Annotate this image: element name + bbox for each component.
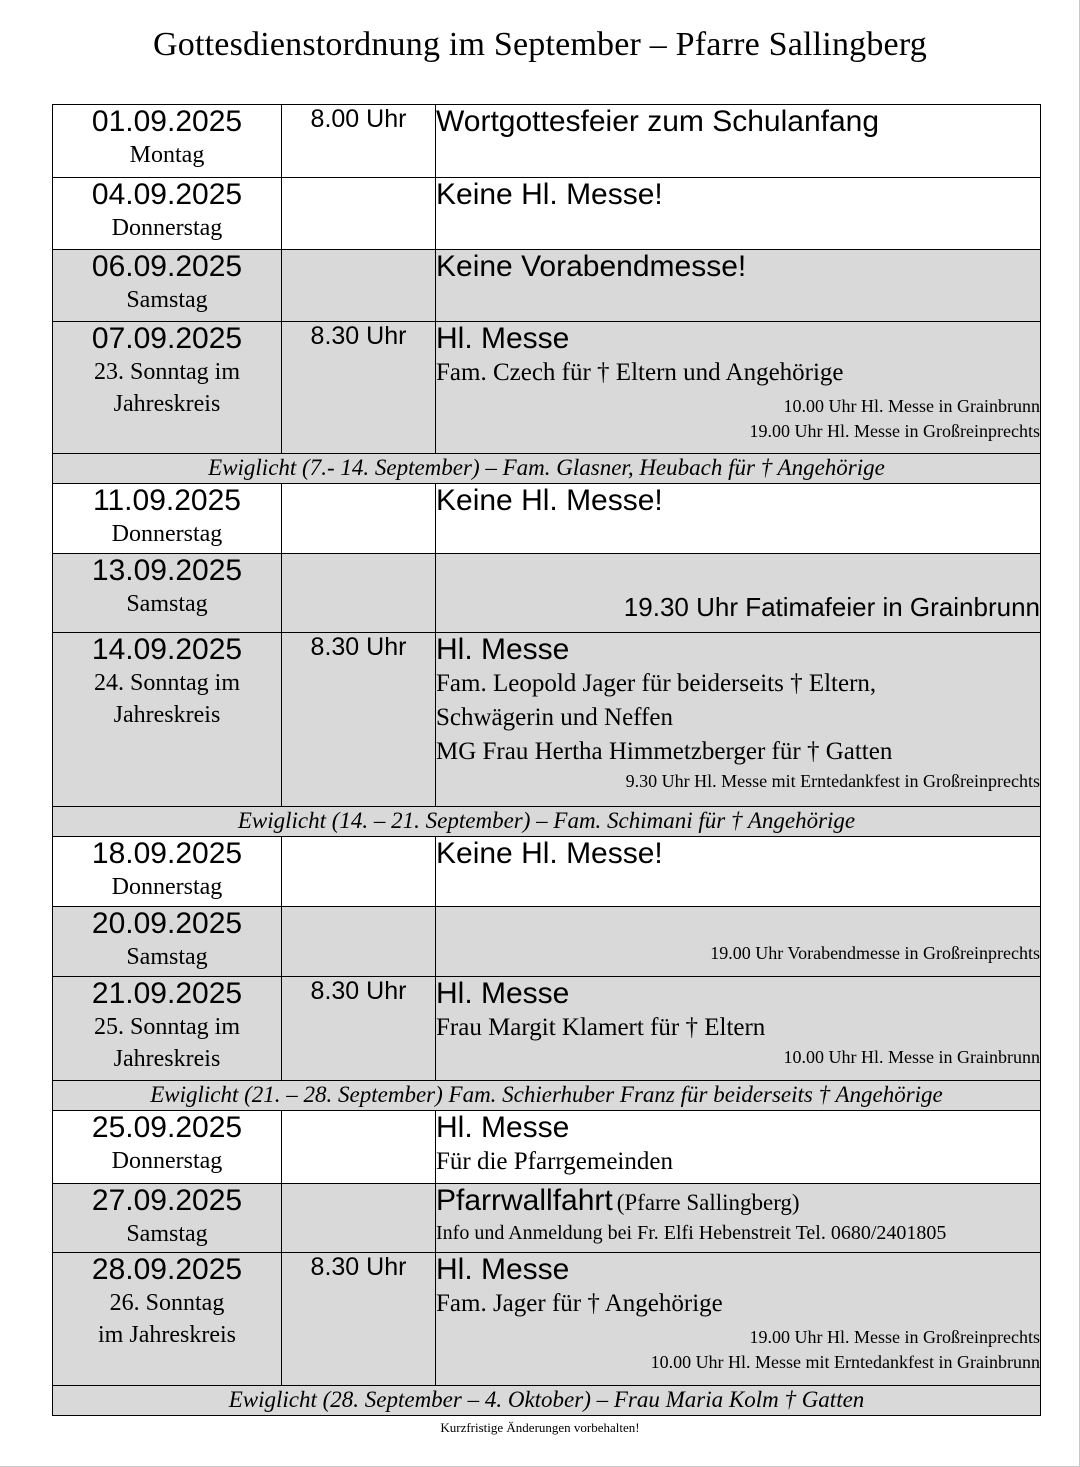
date-cell xyxy=(53,907,282,977)
intention-line: Frau Margit Klamert für † Eltern xyxy=(436,1014,766,1041)
event-title: Keine Hl. Messe! xyxy=(436,484,663,517)
time xyxy=(282,250,436,322)
date: 28.09.2025 xyxy=(91,1253,243,1286)
page-title: Gottesdienstordnung im September – Pfarre Sallingberg xyxy=(153,26,927,63)
sunday-label: 26. Sonntag xyxy=(109,1290,225,1316)
event-title: Hl. Messe xyxy=(436,1111,570,1144)
weekday: Donnerstag xyxy=(111,215,223,241)
time xyxy=(282,554,436,633)
ewiglicht-text: Ewiglicht (14. – 21. September) – Fam. Schimani für † Angehörige xyxy=(53,807,1041,837)
time xyxy=(282,907,436,977)
time: 8.30 Uhr xyxy=(282,322,436,454)
ewiglicht-row xyxy=(53,1081,1041,1111)
schedule-row xyxy=(53,977,1041,1081)
description-cell xyxy=(436,1111,1041,1184)
ewiglicht-text: Ewiglicht (21. – 28. September) Fam. Schierhuber Franz für beiderseits † Angehörige xyxy=(53,1081,1041,1111)
schedule-row xyxy=(53,250,1041,322)
schedule-row xyxy=(53,1111,1041,1184)
time xyxy=(282,484,436,554)
description-cell xyxy=(436,322,1041,454)
date-cell xyxy=(53,250,282,322)
schedule-row xyxy=(53,837,1041,907)
description-cell xyxy=(436,1253,1041,1386)
other-mass-note: 19.00 Uhr Hl. Messe in Großreinprechts xyxy=(749,1327,1040,1347)
time: 8.30 Uhr xyxy=(282,977,436,1081)
ewiglicht-row xyxy=(53,454,1041,484)
date: 20.09.2025 xyxy=(91,907,243,940)
weekday: Samstag xyxy=(126,1221,208,1247)
time xyxy=(282,1111,436,1184)
ewiglicht-text: Ewiglicht (28. September – 4. Oktober) – Frau Maria Kolm † Gatten xyxy=(53,1386,1041,1416)
event-subtitle: (Pfarre Sallingberg) xyxy=(616,1190,800,1215)
ewiglicht-row xyxy=(53,1386,1041,1416)
sunday-label: 25. Sonntag im xyxy=(93,1014,240,1040)
sunday-label: Jahreskreis xyxy=(113,391,221,417)
other-mass-note: 19.00 Uhr Hl. Messe in Großreinprechts xyxy=(749,421,1040,441)
sunday-label: Jahreskreis xyxy=(113,1046,221,1072)
event-title: Keine Hl. Messe! xyxy=(436,837,663,870)
intention-line: Fam. Czech für † Eltern und Angehörige xyxy=(436,359,844,386)
event-title: Hl. Messe xyxy=(436,633,570,666)
event-title: Hl. Messe xyxy=(436,1253,570,1286)
ewiglicht-text: Ewiglicht (7.- 14. September) – Fam. Glasner, Heubach für † Angehörige xyxy=(53,454,1041,484)
weekday: Donnerstag xyxy=(111,521,223,547)
date-cell xyxy=(53,554,282,633)
sunday-label: 23. Sonntag im xyxy=(93,359,240,385)
other-mass-note: 19.00 Uhr Vorabendmesse in Großreinprechts xyxy=(710,943,1040,963)
fatima-event: 19.30 Uhr Fatimafeier in Grainbrunn xyxy=(623,592,1040,622)
event-title: Keine Hl. Messe! xyxy=(436,178,663,211)
intention-line: MG Frau Hertha Himmetzberger für † Gatten xyxy=(436,738,893,765)
footer-note: Kurzfristige Änderungen vorbehalten! xyxy=(440,1420,640,1435)
schedule-row xyxy=(53,907,1041,977)
date-cell xyxy=(53,837,282,907)
schedule-row xyxy=(53,105,1041,178)
registration-info: Info und Anmeldung bei Fr. Elfi Hebenstreit Tel. 0680/2401805 xyxy=(436,1222,947,1244)
date-cell xyxy=(53,178,282,250)
sunday-label: Jahreskreis xyxy=(113,702,221,728)
date: 06.09.2025 xyxy=(91,250,243,283)
description-cell xyxy=(436,1184,1041,1253)
other-mass-note: 10.00 Uhr Hl. Messe in Grainbrunn xyxy=(783,1047,1040,1067)
date: 27.09.2025 xyxy=(91,1184,243,1217)
event-title: Wortgottesfeier zum Schulanfang xyxy=(436,105,880,138)
other-mass-note: 10.00 Uhr Hl. Messe mit Erntedankfest in Grainbrunn xyxy=(650,1352,1040,1372)
date: 04.09.2025 xyxy=(91,178,243,211)
time xyxy=(282,1184,436,1253)
weekday: Montag xyxy=(129,142,205,168)
event-title: Hl. Messe xyxy=(436,322,570,355)
weekday: Samstag xyxy=(126,944,208,970)
schedule-row xyxy=(53,1253,1041,1386)
intention-line: Schwägerin und Neffen xyxy=(436,704,673,731)
date-cell xyxy=(53,322,282,454)
date: 25.09.2025 xyxy=(91,1111,243,1144)
schedule-row xyxy=(53,322,1041,454)
description-cell xyxy=(436,484,1041,554)
date: 21.09.2025 xyxy=(91,977,243,1010)
other-mass-note: 10.00 Uhr Hl. Messe in Grainbrunn xyxy=(783,396,1040,416)
date: 11.09.2025 xyxy=(93,484,241,517)
event-title: Keine Vorabendmesse! xyxy=(436,250,747,283)
ewiglicht-row xyxy=(53,807,1041,837)
weekday: Samstag xyxy=(126,591,208,617)
date-cell xyxy=(53,1184,282,1253)
other-mass-note: 9.30 Uhr Hl. Messe mit Erntedankfest in Großreinprechts xyxy=(625,771,1040,791)
description-cell xyxy=(436,554,1041,633)
time: 8.00 Uhr xyxy=(282,105,436,178)
date-cell xyxy=(53,484,282,554)
event-title: Pfarrwallfahrt xyxy=(436,1184,613,1217)
event-title: Hl. Messe xyxy=(436,977,570,1010)
intention-line: Fam. Jager für † Angehörige xyxy=(436,1290,723,1317)
weekday: Samstag xyxy=(126,287,208,313)
description-cell xyxy=(436,837,1041,907)
date: 07.09.2025 xyxy=(91,322,243,355)
intention-line: Fam. Leopold Jager für beiderseits † Eltern, xyxy=(436,670,877,697)
description-cell xyxy=(436,907,1041,977)
date-cell xyxy=(53,1253,282,1386)
time: 8.30 Uhr xyxy=(282,633,436,807)
time: 8.30 Uhr xyxy=(282,1253,436,1386)
date-cell xyxy=(53,633,282,807)
schedule-row xyxy=(53,1184,1041,1253)
schedule-row xyxy=(53,178,1041,250)
description-cell xyxy=(436,633,1041,807)
date: 18.09.2025 xyxy=(91,837,243,870)
schedule-table xyxy=(52,104,1041,1416)
weekday: Donnerstag xyxy=(111,1148,223,1174)
date: 13.09.2025 xyxy=(91,554,243,587)
time xyxy=(282,178,436,250)
date-cell xyxy=(53,105,282,178)
schedule-row xyxy=(53,484,1041,554)
description-cell xyxy=(436,105,1041,178)
date: 01.09.2025 xyxy=(91,105,243,138)
description-cell xyxy=(436,977,1041,1081)
date: 14.09.2025 xyxy=(91,633,243,666)
date-cell xyxy=(53,977,282,1081)
schedule-row xyxy=(53,554,1041,633)
weekday: Donnerstag xyxy=(111,874,223,900)
schedule-row xyxy=(53,633,1041,807)
description-cell xyxy=(436,250,1041,322)
description-cell xyxy=(436,178,1041,250)
sunday-label: 24. Sonntag im xyxy=(93,670,240,696)
intention-line: Für die Pfarrgemeinden xyxy=(436,1148,673,1175)
time xyxy=(282,837,436,907)
date-cell xyxy=(53,1111,282,1184)
sunday-label: im Jahreskreis xyxy=(98,1322,236,1348)
